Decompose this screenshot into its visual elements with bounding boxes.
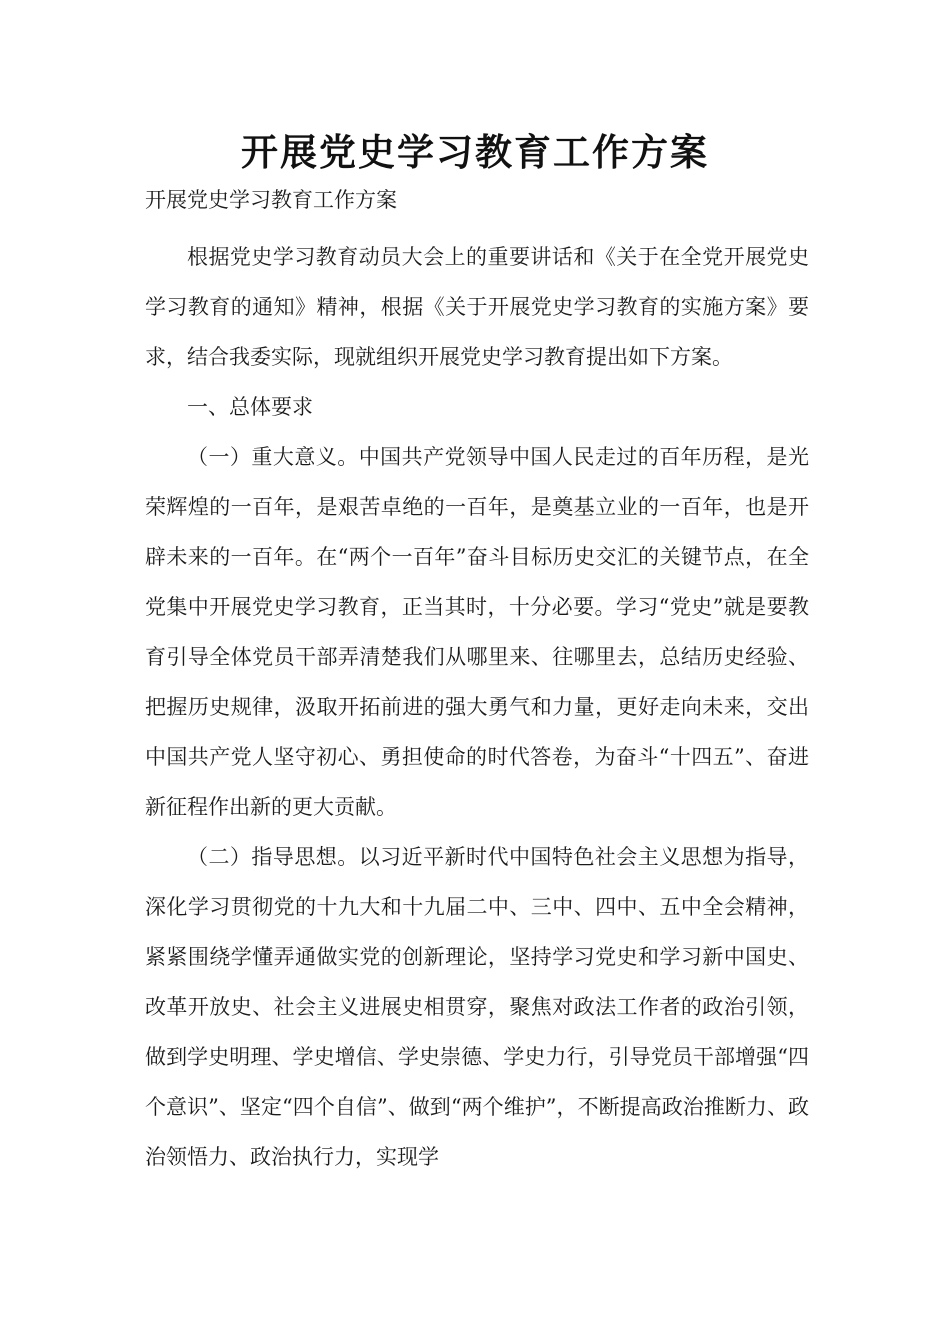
paragraph-intro: 根据党史学习教育动员大会上的重要讲话和《关于在全党开展党史学习教育的通知》精神，根据《关于开展党史学习教育的实施方案》要求，结合我委实际，现就组织开展党史学习教育提出如下方案。 [145, 245, 809, 369]
document-title: 开展党史学习教育工作方案 [241, 131, 709, 174]
document-body [145, 232, 809, 1182]
section-heading-general-requirements: 一、总体要求 [187, 395, 313, 419]
paragraph-significance: （一）重大意义。中国共产党领导中国人民走过的百年历程，是光荣辉煌的一百年，是艰苦卓绝的一百年，是奠基立业的一百年，也是开辟未来的一百年。在“两个一百年”奋斗目标历史交汇的关键节点，在全党集中开展党史学习教育，正当其时，十分必要。学习“党史”就是要教育引导全体党员干部弄清楚我们从哪里来、往哪里去，总结历史经验、把握历史规律，汲取开拓前进的强大勇气和力量，更好走向未来，交出中国共产党人坚守初心、勇担使命的时代答卷，为奋斗“十四五”、奋进新征程作出新的更大贡献。 [145, 445, 809, 819]
document-subtitle: 开展党史学习教育工作方案 [145, 188, 397, 212]
paragraph-guiding-ideology: （二）指导思想。以习近平新时代中国特色社会主义思想为指导，深化学习贯彻党的十九大和十九届二中、三中、四中、五中全会精神，紧紧围绕学懂弄通做实党的创新理论，坚持学习党史和学习新中国史、改革开放史、社会主义进展史相贯穿，聚焦对政法工作者的政治引领，做到学史明理、学史增信、学史崇德、学史力行，引导党员干部增强“四个意识”、坚定“四个自信”、做到“两个维护”，不断提高政治推断力、政治领悟力、政治执行力，实现学 [145, 845, 809, 1169]
